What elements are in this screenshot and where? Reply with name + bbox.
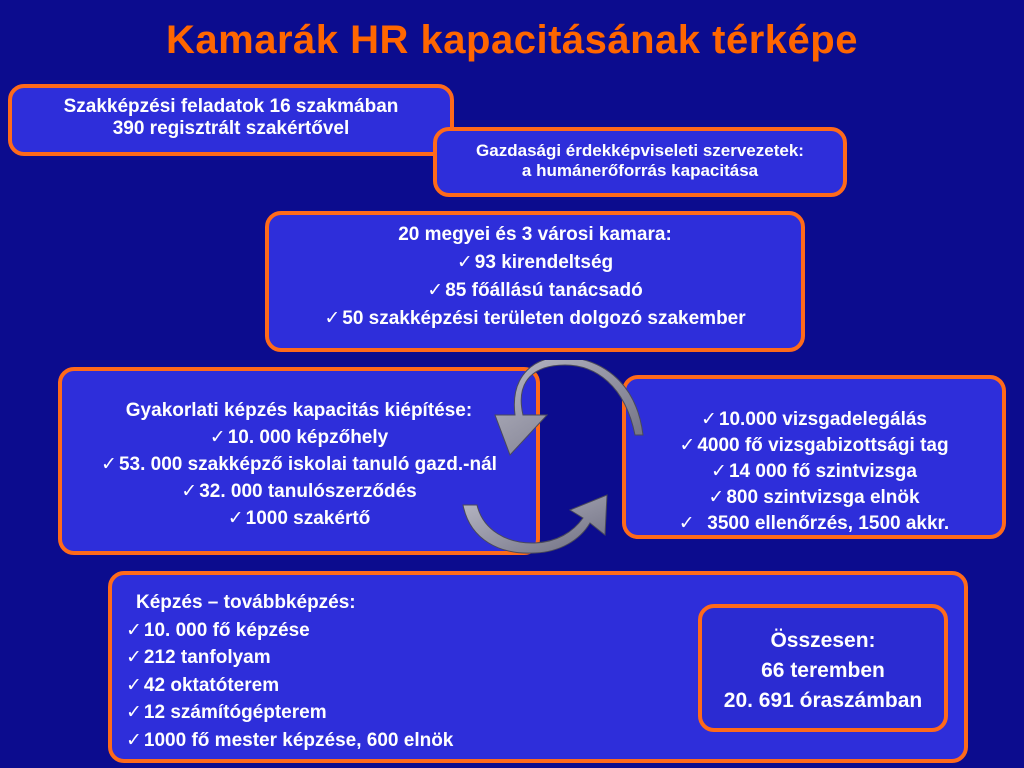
kepzes-heading: Képzés – továbbképzés:: [136, 592, 356, 613]
vizsga-item: ✓ 14 000 fő szintvizsga: [626, 459, 1002, 485]
kepzes-item: ✓ 10. 000 fő képzése: [126, 617, 964, 645]
vizsga-box: [622, 375, 1006, 539]
vizsga-item: ✓ 800 szintvizsga elnök: [626, 485, 1002, 511]
szakkepzes-line-2: 390 regisztrált szakértővel: [112, 118, 350, 139]
kamara-box: [265, 211, 805, 352]
gyakorlati-item: ✓ 53. 000 szakképző iskolai tanuló gazd.-nál: [62, 451, 536, 478]
cycle-arrows-icon: [455, 360, 655, 560]
gyakorlati-heading: Gyakorlati képzés kapacitás kiépítése:: [125, 400, 473, 421]
osszesen-line-1: Összesen:: [770, 629, 876, 652]
gyakorlati-item: ✓ 1000 szakértő: [62, 505, 536, 532]
kamara-item: ✓ 85 főállású tanácsadó: [269, 277, 801, 305]
page-title: Kamarák HR kapacitásának térképe: [166, 18, 858, 62]
gazdasagi-box: [433, 127, 847, 197]
szakkepzes-box: [8, 84, 454, 156]
kamara-item: ✓ 93 kirendeltség: [269, 249, 801, 277]
gyakorlati-item: ✓ 10. 000 képzőhely: [62, 424, 536, 451]
kepzes-item: ✓ 1000 fő mester képzése, 600 elnök: [126, 727, 964, 755]
vizsga-item: ✓ 4000 fő vizsgabizottsági tag: [626, 433, 1002, 459]
osszesen-box: [698, 604, 948, 732]
gazdasagi-line-2: a humánerőforrás kapacitása: [521, 161, 759, 180]
kepzes-item: ✓ 42 oktatóterem: [126, 672, 964, 700]
vizsga-item: ✓ 10.000 vizsgadelegálás: [626, 407, 1002, 433]
vizsga-item: ✓ 3500 ellenőrzés, 1500 akkr.: [626, 511, 1002, 537]
szakkepzes-line-1: Szakképzési feladatok 16 szakmában: [63, 96, 399, 117]
kamara-heading: 20 megyei és 3 városi kamara:: [398, 224, 672, 245]
upper-cycle-arrow: [495, 360, 643, 455]
kamara-item: ✓ 50 szakképzési területen dolgozó szakember: [269, 305, 801, 333]
kepzes-item: ✓ 212 tanfolyam: [126, 644, 964, 672]
lower-cycle-arrow: [463, 495, 607, 553]
osszesen-line-3: 20. 691 óraszámban: [723, 689, 923, 712]
kepzes-item: ✓ 12 számítógépterem: [126, 699, 964, 727]
osszesen-line-2: 66 teremben: [761, 659, 885, 682]
gyakorlati-item: ✓ 32. 000 tanulószerződés: [62, 478, 536, 505]
gazdasagi-line-1: Gazdasági érdekképviseleti szervezetek:: [476, 141, 804, 160]
